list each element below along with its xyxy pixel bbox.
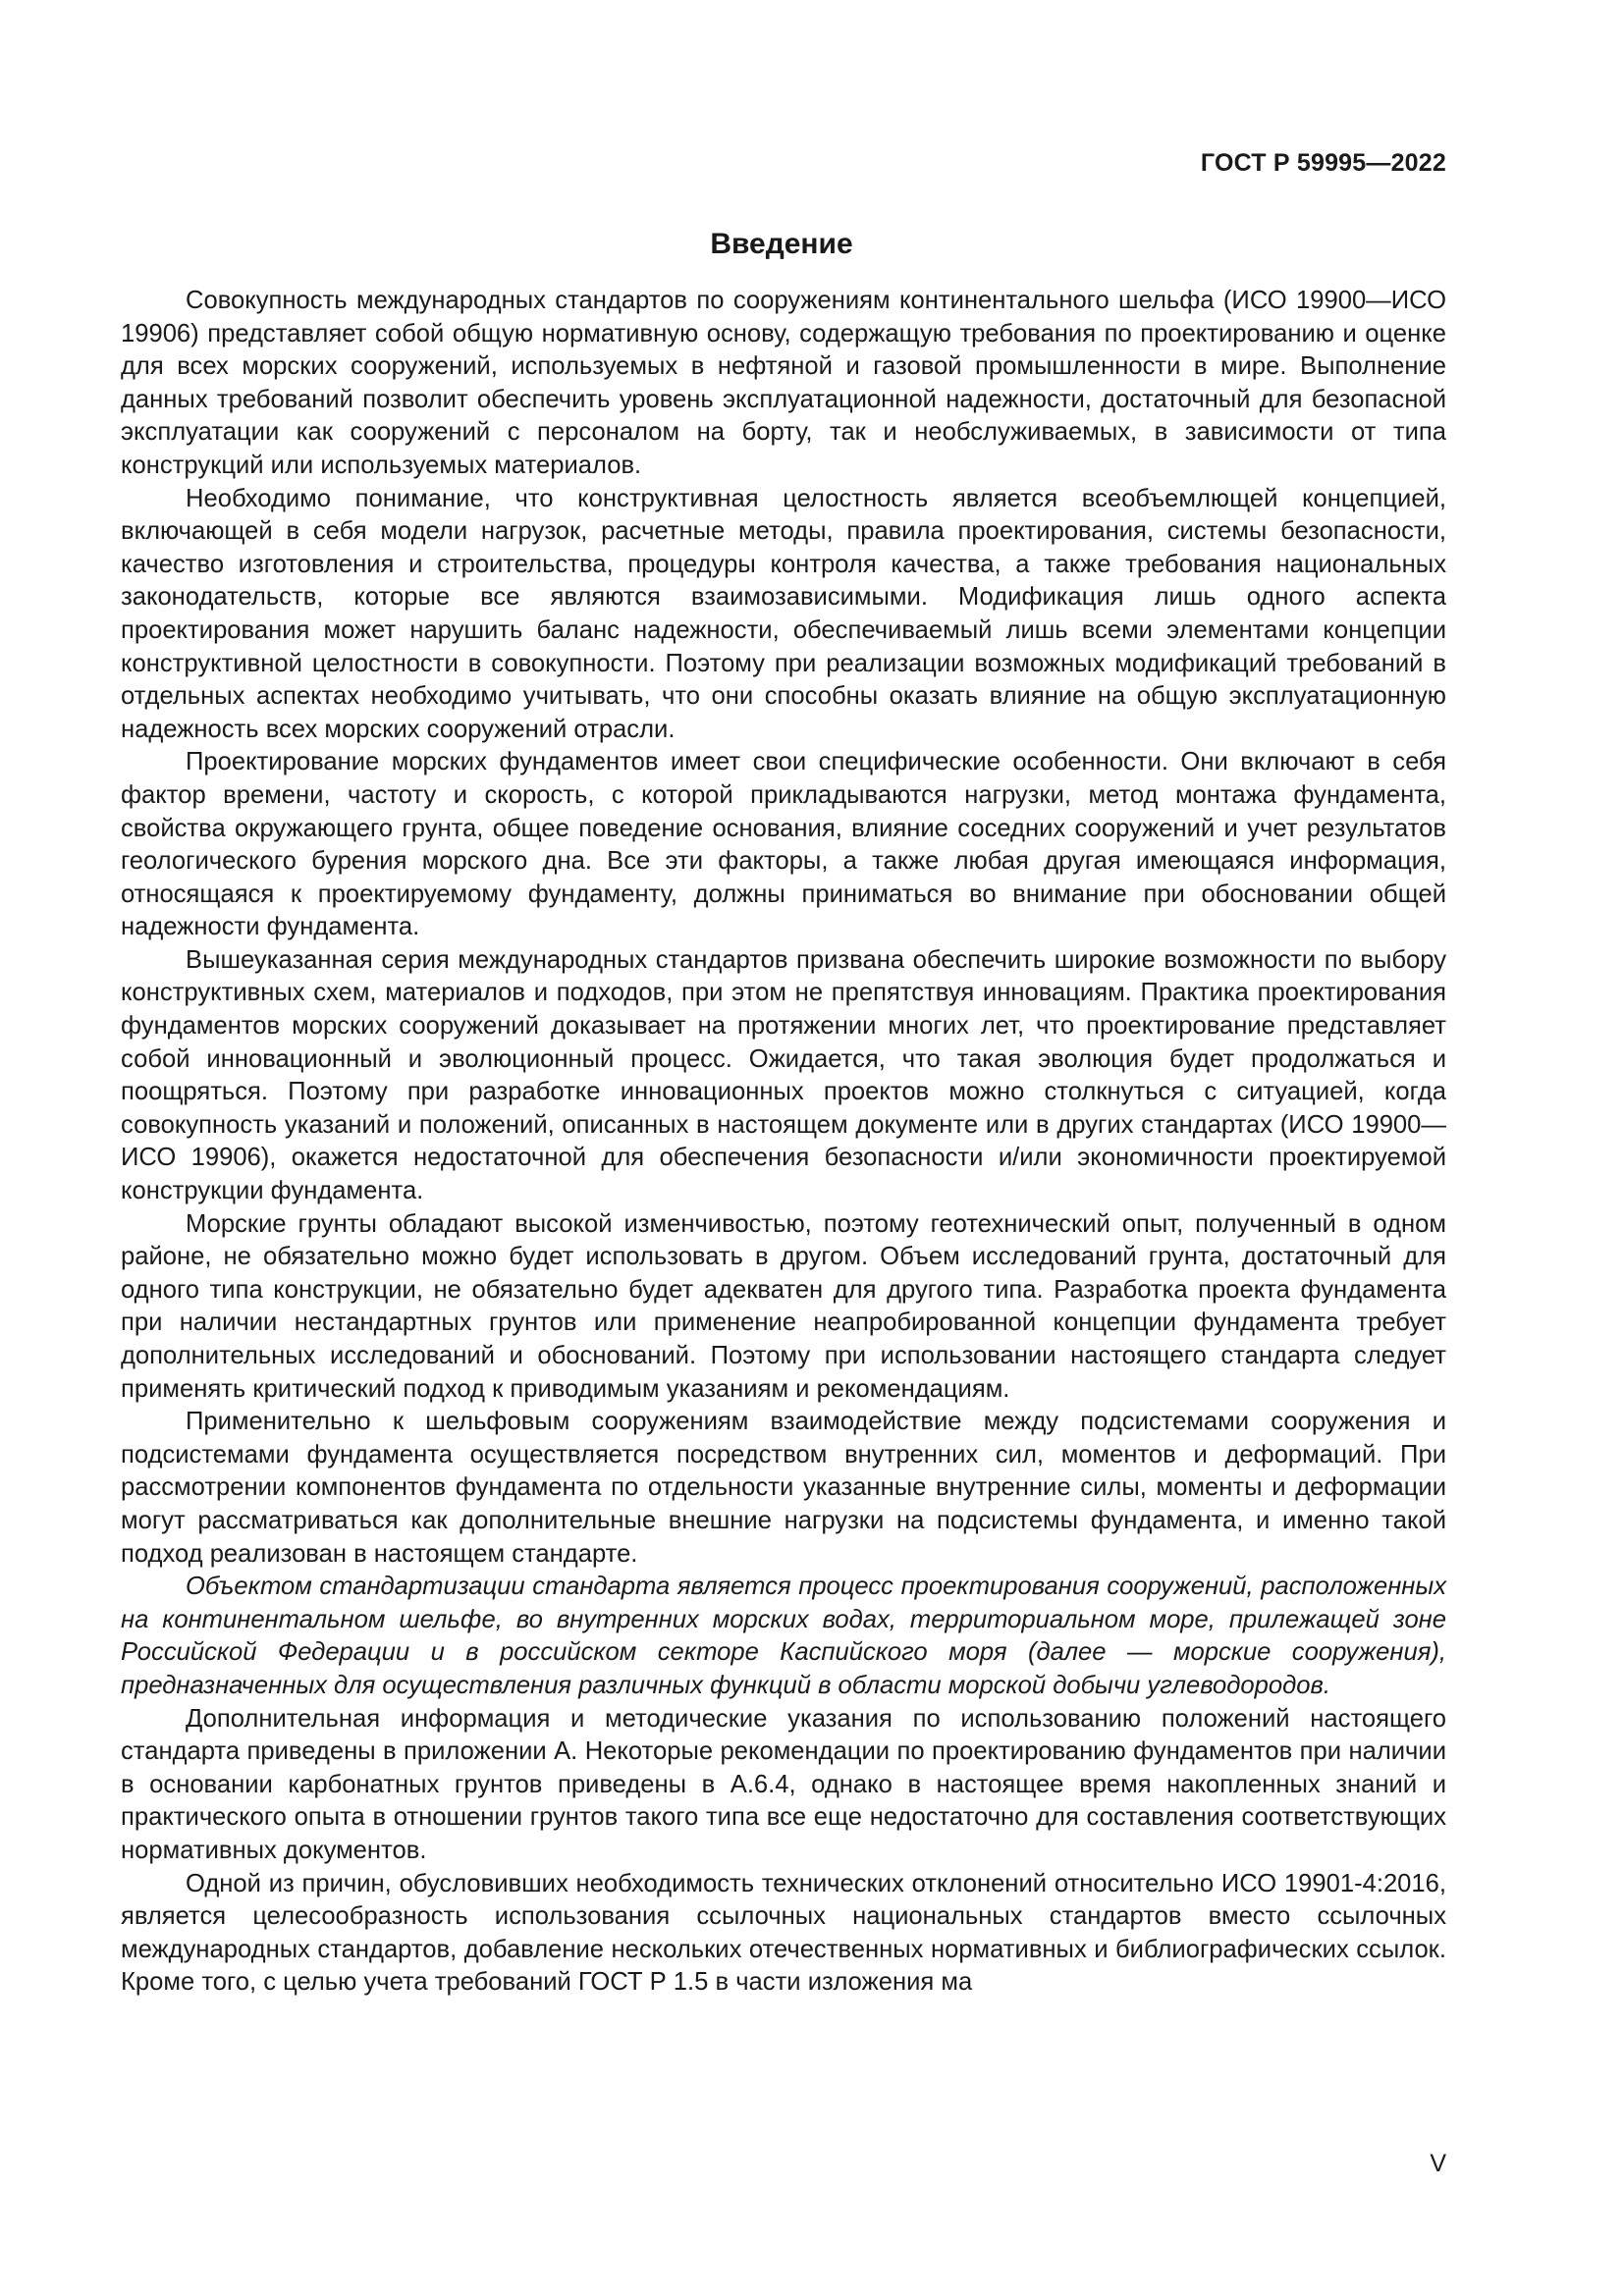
paragraph: Морские грунты обладают высокой изменчивостью, поэтому геотехнический опыт, полученный в одном районе, не обязательно можно будет использовать в другом. Объем исследований грунта, достаточный для одного типа конструкции, не обязательно будет адекватен для другого типа. Разработка проекта фундамента при наличии нестандартных грунтов или применение неапробированной концепции фундамента требует дополнительных исследований и обоснований. Поэтому при использовании настоящего стандарта следует применять критический подход к приводимым указаниям и рекомендациям.: [121, 1209, 1446, 1403]
page-number: V: [1430, 2150, 1446, 2177]
paragraph: Проектирование морских фундаментов имеет свои специфические особенности. Они включают в себя фактор времени, частоту и скорость, с которой прикладываются нагрузки, метод монтажа фундамента, свойства окружающего грунта, общее поведение основания, влияние соседних сооружений и учет результатов геологического бурения морского дна. Все эти факторы, а также любая другая имеющаяся информация, относящаяся к проектируемому фундаменту, должны приниматься во внимание при обосновании общей надежности фундамента.: [121, 748, 1446, 941]
paragraph: Дополнительная информация и методические указания по использованию положений настоящего стандарта приведены в приложении А. Некоторые рекомендации по проектированию фундаментов при наличии в основании карбонатных грунтов приведены в А.6.4, однако в настоящее время накопленных знаний и практического опыта в отношении грунтов такого типа все еще недостаточно для составления соответствующих нормативных документов.: [121, 1704, 1446, 1864]
body-text: [121, 285, 1446, 2000]
section-title: Введение: [710, 228, 853, 260]
paragraph-italic: Объектом стандартизации стандарта является процесс проектирования сооружений, расположенных на континентальном шельфе, во внутренних морских водах, территориальном море, прилежащей зоне Российской Федерации и в российском секторе Каспийского моря (далее — морские сооружения), предназначенных для осуществления различных функций в области морской добычи углеводородов.: [121, 1573, 1446, 1699]
paragraph: Необходимо понимание, что конструктивная целостность является всеобъемлющей концепцией, включающей в себя модели нагрузок, расчетные методы, правила проектирования, системы безопасности, качество изготовления и строительства, процедуры контроля качества, а также требования национальных законодательств, которые все являются взаимозависимыми. Модификация лишь одного аспекта проектирования может нарушить баланс надежности, обеспечиваемый лишь всеми элементами концепции конструктивной целостности в совокупности. Поэтому при реализации возможных модификаций требований в отдельных аспектах необходимо учитывать, что они способны оказать влияние на общую эксплуатационную надежность всех морских сооружений отрасли.: [121, 484, 1446, 743]
paragraph: Одной из причин, обусловивших необходимость технических отклонений относительно ИСО 19901-4:2016, является целесообразность использования ссылочных национальных стандартов вместо ссылочных международных стандартов, добавление нескольких отечественных нормативных и библиографических ссылок. Кроме того, с целью учета требований ГОСТ Р 1.5 в части изложения ма: [121, 1869, 1446, 1997]
paragraph: Совокупность международных стандартов по сооружениям континентального шельфа (ИСО 19900—ИСО 19906) представляет собой общую нормативную основу, содержащую требования по проектированию и оценке для всех морских сооружений, используемых в нефтяной и газовой промышленности в мире. Выполнение данных требований позволит обеспечить уровень эксплуатационной надежности, достаточный для безопасной эксплуатации как сооружений с персоналом на борту, так и необслуживаемых, в зависимости от типа конструкций или используемых материалов.: [121, 287, 1446, 479]
document-code: ГОСТ Р 59995—2022: [1200, 149, 1446, 177]
paragraph: Вышеуказанная серия международных стандартов призвана обеспечить широкие возможности по выбору конструктивных схем, материалов и подходов, при этом не препятствуя инновациям. Практика проектирования фундаментов морских сооружений доказывает на протяжении многих лет, что проектирование представляет собой инновационный и эволюционный процесс. Ожидается, что такая эволюция будет продолжаться и поощряться. Поэтому при разработке инновационных проектов можно столкнуться с ситуацией, когда совокупность указаний и положений, описанных в настоящем документе или в других стандартах (ИСО 19900—ИСО 19906), окажется недостаточной для обеспечения безопасности и/или экономичности проектируемой конструкции фундамента.: [121, 945, 1446, 1205]
paragraph: Применительно к шельфовым сооружениям взаимодействие между подсистемами сооружения и подсистемами фундамента осуществляется посредством внутренних сил, моментов и деформаций. При рассмотрении компонентов фундамента по отдельности указанные внутренние силы, моменты и деформации могут рассматриваться как дополнительные внешние нагрузки на подсистемы фундамента, и именно такой подход реализован в настоящем стандарте.: [121, 1408, 1446, 1568]
